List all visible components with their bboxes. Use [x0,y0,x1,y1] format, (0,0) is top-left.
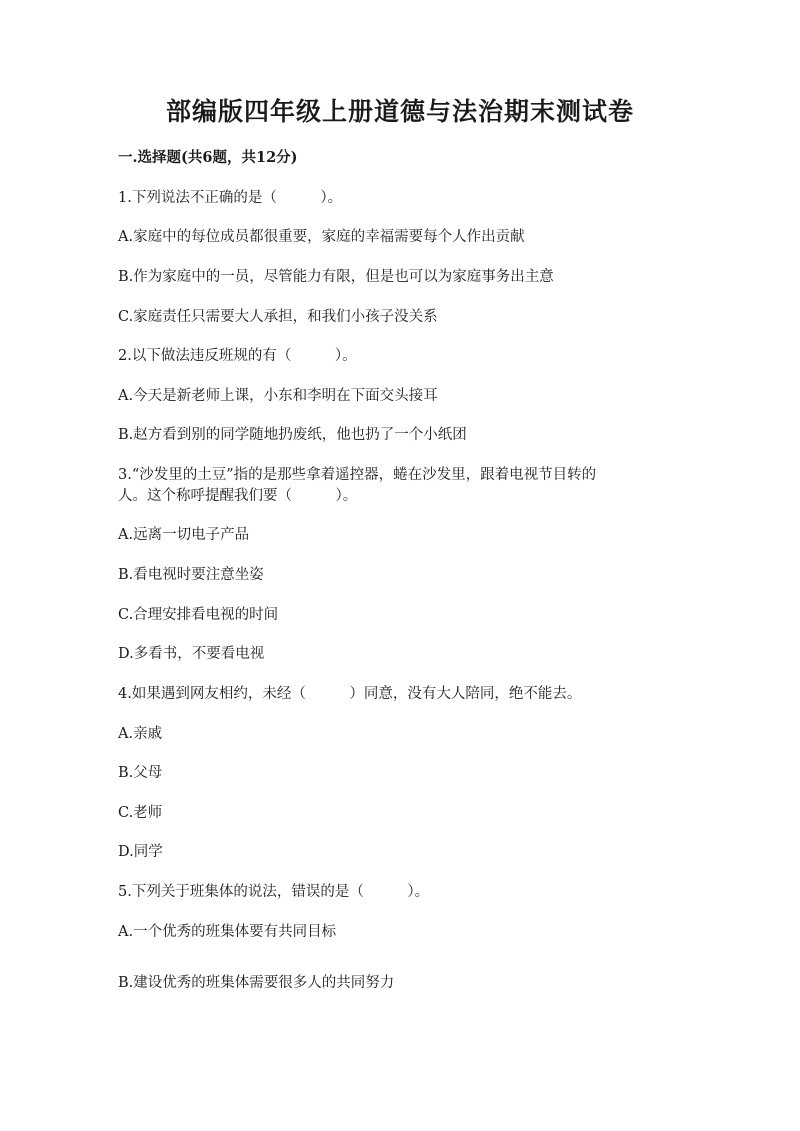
question-3-option-c: C.合理安排看电视的时间 [118,607,279,623]
question-5-option-b: B.建设优秀的班集体需要很多人的共同努力 [118,975,395,991]
question-4-option-a: A.亲戚 [118,726,163,742]
question-3-option-a: A.远离一切电子产品 [118,527,250,543]
question-3-stem-line-2: 人。这个称呼提醒我们要（ ）。 [118,488,358,504]
question-1-option-b: B.作为家庭中的一员，尽管能力有限，但是也可以为家庭事务出主意 [118,269,554,285]
question-2-option-b: B.赵方看到别的同学随地扔废纸，他也扔了一个小纸团 [118,427,467,443]
question-3-option-b: B.看电视时要注意坐姿 [118,567,264,583]
question-2-stem: 2.以下做法违反班规的有（ ）。 [118,348,357,364]
question-2-option-a: A.今天是新老师上课，小东和李明在下面交头接耳 [118,388,438,404]
exam-title: 部编版四年级上册道德与法治期末测试卷 [165,97,634,126]
question-1-option-a: A.家庭中的每位成员都很重要，家庭的幸福需要每个人作出贡献 [118,229,525,245]
question-5-stem: 5.下列关于班集体的说法，错误的是（ ）。 [118,884,430,900]
question-4-option-c: C.老师 [118,805,163,821]
question-1-option-c: C.家庭责任只需要大人承担，和我们小孩子没关系 [118,309,438,325]
section-heading: 一.选择题(共6题，共12分) [118,149,298,166]
question-5-option-a: A.一个优秀的班集体要有共同目标 [118,924,337,940]
question-4-option-b: B.父母 [118,765,163,781]
question-4-stem: 4.如果遇到网友相约，未经（ ）同意，没有大人陪同，绝不能去。 [118,686,582,702]
question-3-stem-line-1: 3.“沙发里的土豆”指的是那些拿着遥控器，蜷在沙发里，跟着电视节目转的 [118,467,597,483]
question-4-option-d: D.同学 [118,844,163,860]
question-3-option-d: D.多看书，不要看电视 [118,646,265,662]
question-1-stem: 1.下列说法不正确的是（ ）。 [118,190,343,206]
